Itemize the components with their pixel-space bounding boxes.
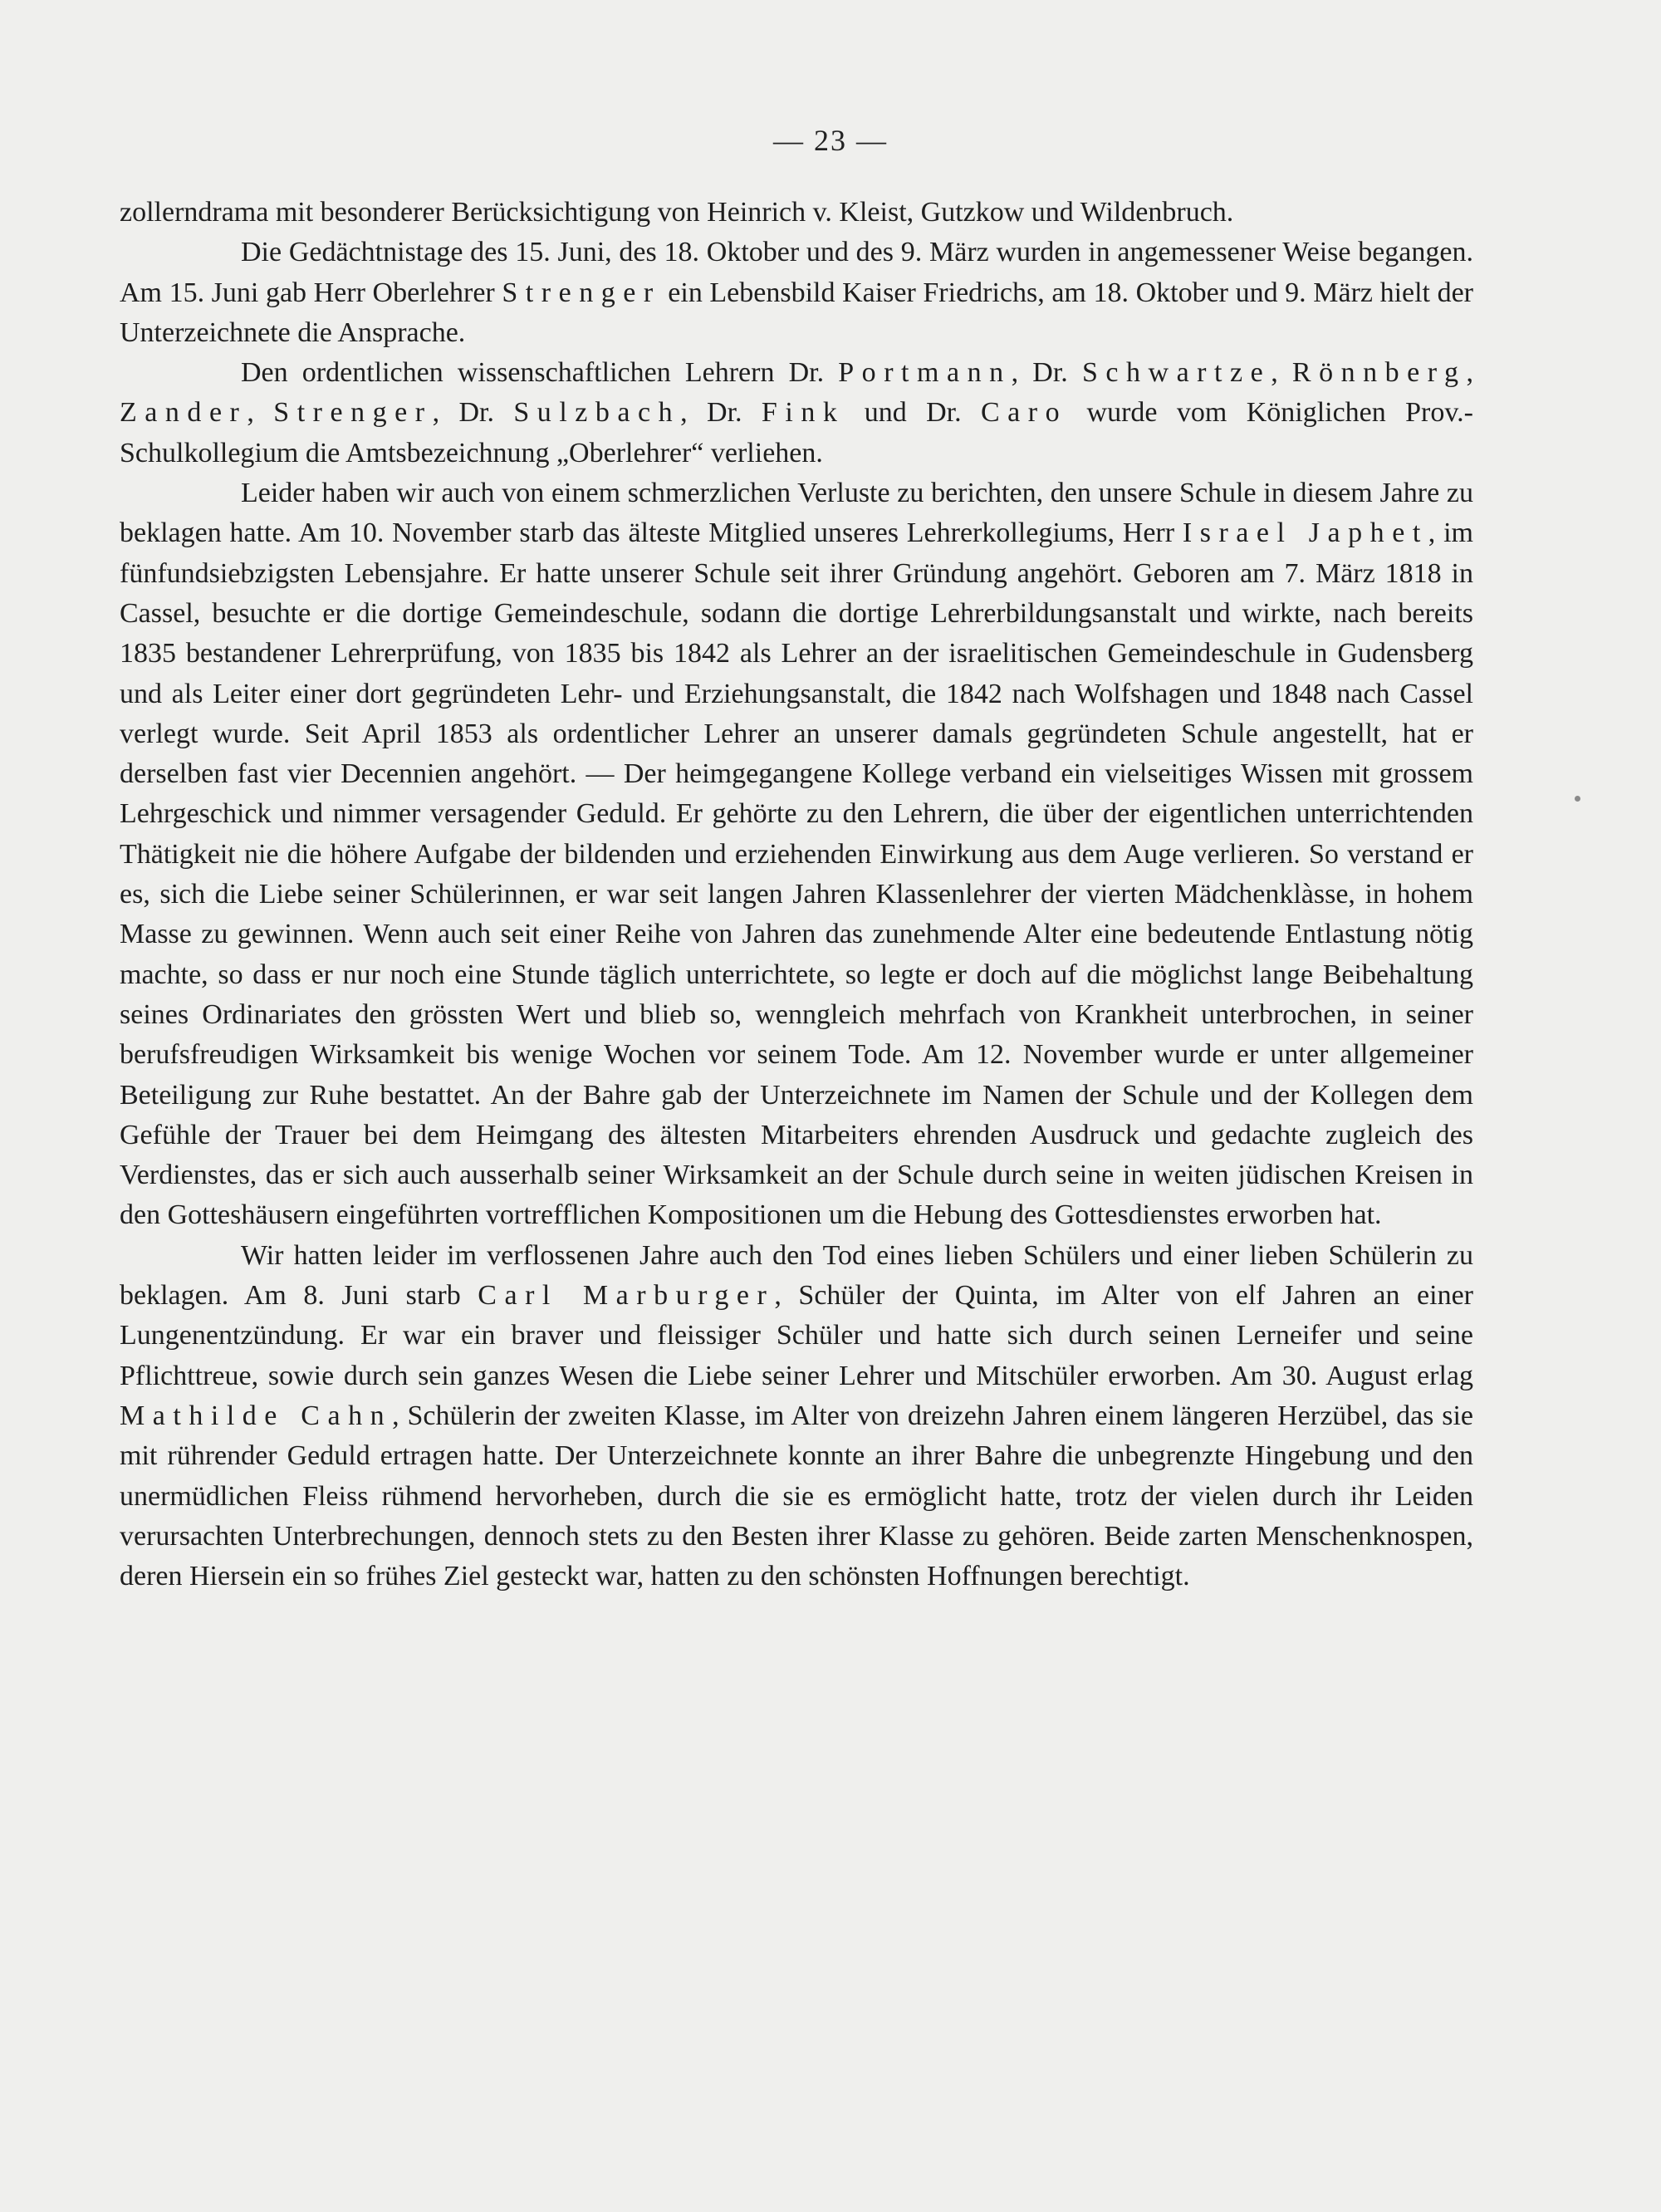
text-run: Die Gedächtnistage des 15. Juni, des 18. Oktober und des 9. März wurden in angemessener Weise begangen. Am 15. Juni gab Herr Oberlehrer <box>120 237 1473 308</box>
text-run: zollerndrama mit besonderer Berücksichtigung von Heinrich v. Kleist, Gutzkow und Wildenbruch. <box>120 197 1234 228</box>
text-run: , Schüler der Quinta, im Alter von elf Jahren an einer Lungenentzündung. Er war ein braver und fleissiger Schüler und hatte sich durch seinen Lerneifer und seine Pflichttreue, sowie durch sein ganzes Wesen die Liebe seiner Lehrer und Mitschüler erworben. Am 30. August erlag <box>120 1280 1473 1391</box>
paragraph <box>120 193 1473 233</box>
text-run: Leider haben wir auch von einem schmerzlichen Verluste zu berichten, den unsere Schule in diesem Jahre zu beklagen hatte. Am 10. November starb das älteste Mitglied unseres Lehrerkollegiums, Herr <box>120 478 1473 549</box>
text-run: Wir hatten leider im verflossenen Jahre auch den Tod eines lieben Schülers und einer lieben Schülerin zu beklagen. Am 8. Juni starb <box>120 1239 1473 1312</box>
page-number: — 23 — <box>773 124 888 157</box>
body-text <box>120 193 1473 1596</box>
spaced-name: Strenger <box>273 397 433 429</box>
spaced-name: Mathilde Cahn <box>120 1400 393 1431</box>
text-run: , Dr. <box>432 397 514 429</box>
text-run: , <box>247 397 274 429</box>
scan-speck <box>1575 796 1580 802</box>
spaced-name: Carl Marburger <box>478 1280 775 1312</box>
text-run: , <box>1466 357 1474 389</box>
spaced-name: Caro <box>980 397 1068 429</box>
spaced-name: Rönnberg <box>1291 357 1467 389</box>
text-run: , <box>1271 357 1292 389</box>
text-run: , Dr. <box>680 397 762 429</box>
spaced-name: Fink <box>761 397 845 429</box>
text-run: und Dr. <box>845 397 981 429</box>
spaced-name: Sulzbach <box>513 397 681 429</box>
paragraph <box>120 353 1473 473</box>
paragraph <box>120 1236 1473 1597</box>
text-run: , im fünfundsiebzigsten Lebensjahre. Er hatte unserer Schule seit ihrer Gründung angehört. Geboren am 7. März 1818 in Cassel, besuchte er die dortige Gemeindeschule, sodann die dortige Lehrerbildungsanstalt und wirkte, nach bereits 1835 bestandener Lehrerprüfung, von 1835 bis 1842 als Lehrer an der israelitischen Gemeindeschule in Gudensberg und als Leiter einer dort gegründeten Lehr- und Erziehungsanstalt, die 1842 nach Wolfshagen und 1848 nach Cassel verlegt wurde. Seit April 1853 als ordentlicher Lehrer an unserer damals gegründeten Schule angestellt, hat er derselben fast vier Decennien angehört. — Der heimgegangene Kollege verband ein vielseitiges Wissen mit grossem Lehrgeschick und nimmer versagender Geduld. Er gehörte zu den Lehrern, die über der eigentlichen unterrichtenden Thätigkeit nie die höhere Aufgabe der bildenden und erziehenden Einwirkung aus dem Auge verlieren. So verstand er es, sich die Liebe seiner Schülerinnen, er war seit langen Jahren Klassenlehrer der vierten Mädchenklàsse, in hohem Masse zu gewinnen. Wenn auch seit einer Reihe von Jahren das zunehmende Alter eine bedeutende Entlastung nötig machte, so dass er nur noch eine Stunde täglich unterrichtete, so legte er doch auf die möglichst lange Beibehaltung seines Ordinariates den grössten Wert und blieb so, wenngleich mehrfach von Krankheit unterbrochen, in seiner berufsfreudigen Wirksamkeit bis wenige Wochen vor seinem Tode. Am 12. November wurde er unter allgemeiner Beteiligung zur Ruhe bestattet. An der Bahre gab der Unterzeichnete im Namen der Schule und der Kollegen dem Gefühle der Trauer bei dem Heimgang des ältesten Mitarbeiters ehrenden Ausdruck und gedachte zugleich des Verdienstes, das er sich auch ausserhalb seiner Wirksamkeit an der Schule durch seine in weiten jüdischen Kreisen in den Gotteshäusern eingeführten vortrefflichen Kompositionen um die Hebung des Gottesdienstes erworben hat. <box>120 517 1473 1231</box>
paragraph <box>120 233 1473 353</box>
text-run: Den ordentlichen wissenschaftlichen Lehrern Dr. <box>241 357 839 389</box>
spaced-name: Zander <box>120 397 247 429</box>
paragraph <box>120 473 1473 1236</box>
text-run: wurde vom Königlichen Prov.-Schulkollegium die Amtsbezeichnung „Oberlehrer“ verliehen. <box>120 397 1473 468</box>
spaced-name: Portmann <box>838 357 1012 389</box>
spaced-name: Israel Japhet <box>1182 517 1428 549</box>
spaced-name: Schwartze <box>1081 357 1271 389</box>
text-run: , Schülerin der zweiten Klasse, im Alter von dreizehn Jahren einem längeren Herzübel, das sie mit rührender Geduld ertragen hatte. Der Unterzeichnete konnte an ihrer Bahre die unbegrenzte Hingebung und den unermüdlichen Fleiss rühmend hervorheben, durch die sie es ermöglicht hatte, trotz der vielen durch ihr Leiden verursachten Unterbrechungen, dennoch stets zu den Besten ihrer Klasse zu gehören. Beide zarten Menschenknospen, deren Hiersein ein so frühes Ziel gesteckt war, hatten zu den schönsten Hoffnungen berechtigt. <box>120 1400 1474 1592</box>
text-run: , Dr. <box>1011 357 1082 389</box>
text-run: ein Lebensbild Kaiser Friedrichs, am 18. Oktober und 9. März hielt der Unterzeichnete die Ansprache. <box>120 277 1474 348</box>
spaced-name: Strenger <box>502 277 661 308</box>
